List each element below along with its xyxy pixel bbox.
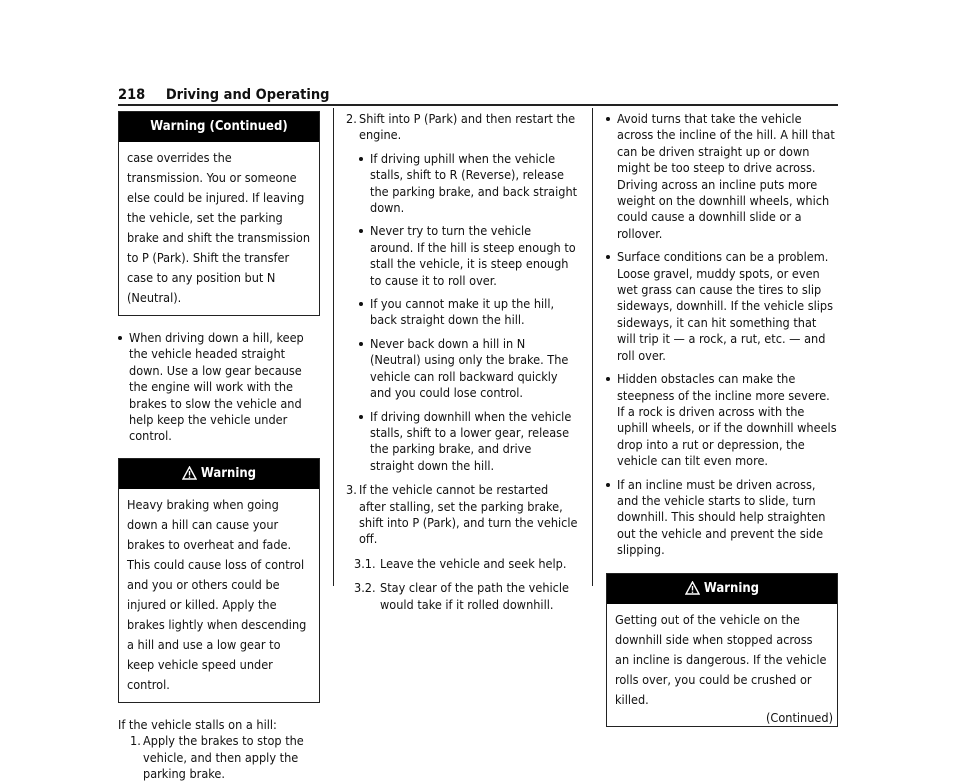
step-3-2-text: Stay clear of the path the vehicle would take if it rolled downhill. (380, 580, 570, 612)
step-3 (346, 482, 578, 548)
step-1-number: 1. (130, 733, 141, 749)
step-2-bullet: Never back down a hill in N (Neutral) using only the brake. The vehicle can roll backward quickly and you could lose control. (359, 336, 578, 402)
step-3-1-number: 3.1. (354, 555, 376, 571)
step-2-text: Shift into P (Park) and then restart the engine. (359, 111, 576, 143)
step-2-bullet: Never try to turn the vehicle around. If the hill is steep enough to stall the vehicle, it is steep enough to cause it to roll over. (359, 223, 578, 289)
warning-continued-label: (Continued) (766, 709, 833, 725)
warning-braking-title: Warning (200, 465, 257, 481)
incline-bullet: Hidden obstacles can make the steepness of the incline more severe. If a rock is driven across with the uphill wheels, or if the downhill wheels drop into a rut or depression, the vehicle can tilt even more. (606, 371, 838, 469)
warning-downhill-header (607, 574, 837, 604)
warning-triangle-icon (685, 581, 700, 595)
step-3-1 (346, 556, 578, 572)
step-1-text: Apply the brakes to stop the vehicle, and then apply the parking brake. (143, 733, 304, 782)
step-3-number: 3. (346, 482, 357, 498)
warning-downhill-title: Warning (703, 580, 760, 596)
step-2 (346, 111, 578, 144)
column-1 (118, 111, 320, 782)
column-divider-left (333, 108, 334, 586)
warning-continued-body: case overrides the transmission. You or someone else could be injured. If leaving the vehicle, set the parking brake and shift the transmission to P (Park). Shift the transfer case to any position but N (Neutral). (127, 150, 310, 305)
warning-braking-header (119, 459, 319, 489)
page-number: 218 (118, 87, 146, 103)
step-3-2 (346, 580, 578, 613)
bullet-drive-downhill: When driving down a hill, keep the vehicle headed straight down. Use a low gear because the engine will work with the brakes to slow the vehicle and help keep the vehicle under control. (118, 330, 320, 445)
step-2-bullet: If you cannot make it up the hill, back straight down the hill. (359, 296, 578, 329)
page-header (118, 84, 838, 106)
section-title: Driving and Operating (165, 87, 330, 103)
step-2-bullet-list (346, 151, 578, 474)
column-2 (346, 111, 578, 613)
warning-continued-title: Warning (Continued) (119, 112, 319, 142)
step-3-2-number: 3.2. (354, 580, 376, 596)
column-divider-right (592, 108, 593, 586)
column-3 (606, 111, 838, 727)
warning-braking-body: Heavy braking when going down a hill can cause your brakes to overheat and fade. This could cause loss of control and you or others could be injured or killed. Apply the brakes lightly when descending a hill and use a low gear to keep vehicle speed under control. (127, 496, 307, 692)
incline-bullet: Surface conditions can be a problem. Loose gravel, muddy spots, or even wet grass can cause the tires to slip sideways, downhill. If the vehicle slips sideways, it can hit something that will trip it — a rock, a rut, etc. — and roll over. (606, 249, 838, 364)
warning-downhill-body: Getting out of the vehicle on the downhill side when stopped across an incline is dangerous. If the vehicle rolls over, you could be crushed or killed. (615, 611, 827, 707)
incline-bullet: Avoid turns that take the vehicle across the incline of the hill. A hill that can be driven straight up or down might be too steep to drive across. Driving across an incline puts more weight on the downhill wheels, which could cause a downhill slide or a rollover. (606, 111, 838, 242)
stalls-on-hill-intro: If the vehicle stalls on a hill: (118, 716, 277, 732)
warning-braking-box (118, 458, 320, 703)
warning-triangle-icon (182, 466, 197, 480)
incline-bullet: If an incline must be driven across, and the vehicle starts to slide, turn downhill. This should help straighten out the vehicle and prevent the side slipping. (606, 477, 838, 559)
step-2-number: 2. (346, 111, 357, 126)
step-3-1-text: Leave the vehicle and seek help. (380, 555, 567, 571)
step-3-text: If the vehicle cannot be restarted after stalling, set the parking brake, shift into P (Park), and turn the vehicle off. (359, 482, 578, 547)
step-2-bullet: If driving uphill when the vehicle stalls, shift to R (Reverse), release the parking brake, and back straight down. (359, 151, 578, 217)
step-1 (118, 733, 320, 782)
step-2-bullet: If driving downhill when the vehicle stalls, shift to a lower gear, release the parking brake, and drive straight down the hill. (359, 409, 578, 475)
warning-downhill-box (606, 573, 838, 727)
warning-continued-box (118, 111, 320, 316)
